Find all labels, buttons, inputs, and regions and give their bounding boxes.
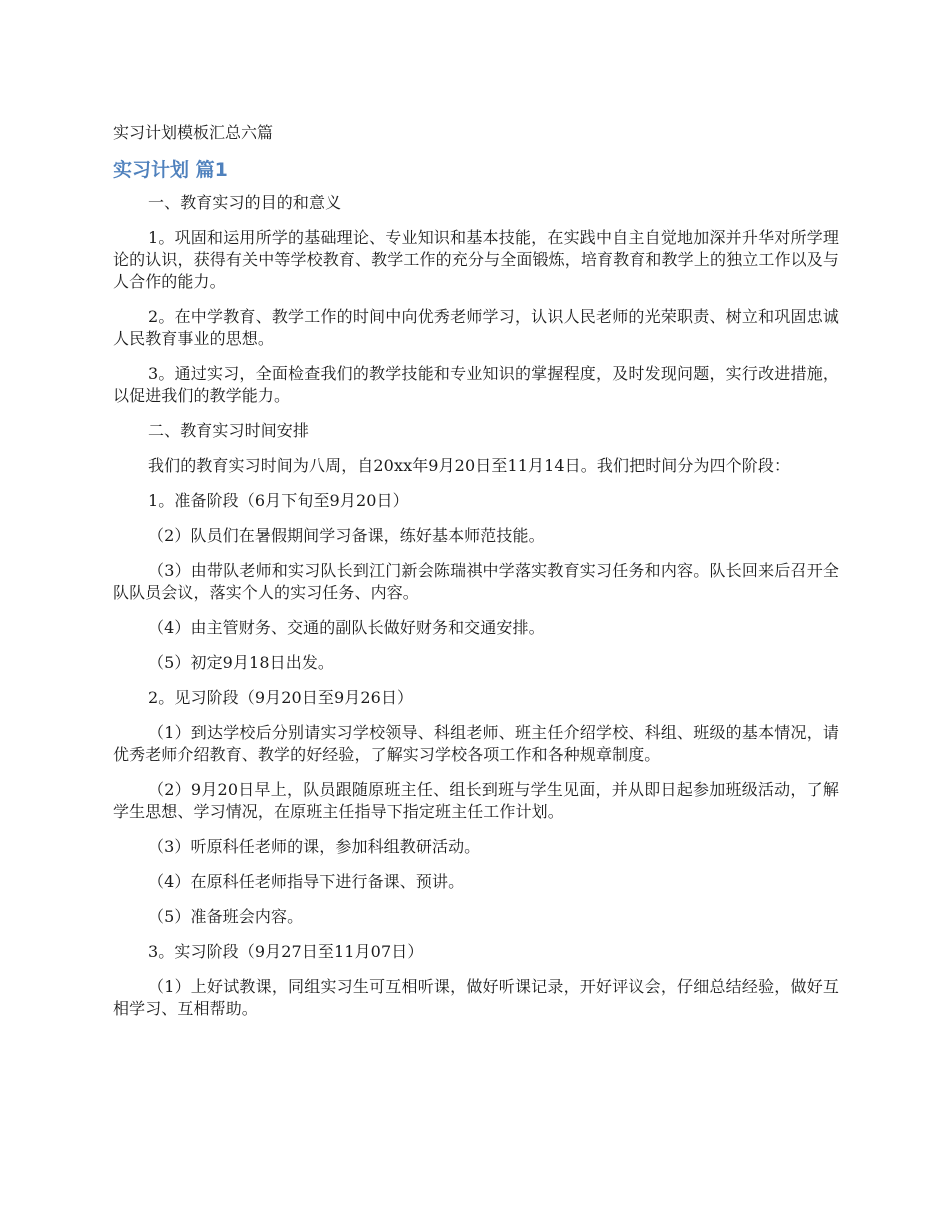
document-title: 实习计划模板汇总六篇: [113, 123, 274, 142]
paragraph-preparation-4: （4）由主管财务、交通的副队长做好财务和交通安排。: [148, 618, 545, 637]
paragraph-observation-4: （4）在原科任老师指导下进行备课、预讲。: [148, 872, 465, 891]
document-page: [113, 122, 839, 1033]
paragraph-stage-practice: 3。实习阶段（9月27日至11月07日）: [148, 942, 424, 961]
paragraph-purpose-heading: 一、教育实习的目的和意义: [148, 193, 342, 212]
paragraph-preparation-2: （2）队员们在暑假期间学习备课，练好基本师范技能。: [148, 526, 545, 545]
paragraph-stage-preparation: 1。准备阶段（6月下旬至9月20日）: [148, 491, 409, 510]
paragraph-schedule-intro: 我们的教育实习时间为八周，自20xx年9月20日至11月14日。我们把时间分为四个阶段：: [148, 456, 791, 475]
paragraph-preparation-3: （3）由带队老师和实习队长到江门新会陈瑞祺中学落实教育实习任务和内容。队长回来后召开全队队员会议，落实个人的实习任务、内容。: [113, 561, 839, 602]
paragraph-purpose-1: 1。巩固和运用所学的基础理论、专业知识和基本技能，在实践中自主自觉地加深并升华对所学理论的认识，获得有关中等学校教育、教学工作的充分与全面锻炼，培育教育和教学上的独立工作以及与人合作的能力。: [113, 228, 839, 291]
paragraph-purpose-3: 3。通过实习，全面检查我们的教学技能和专业知识的掌握程度，及时发现问题，实行改进措施，以促进我们的教学能力。: [113, 364, 839, 405]
paragraph-stage-observation: 2。见习阶段（9月20日至9月26日）: [148, 688, 414, 707]
paragraph-practice-1: （1）上好试教课，同组实习生可互相听课，做好听课记录，开好评议会，仔细总结经验，做好互相学习、互相帮助。: [113, 977, 839, 1018]
paragraph-observation-3: （3）听原科任老师的课，参加科组教研活动。: [148, 837, 481, 856]
paragraph-purpose-2: 2。在中学教育、教学工作的时间中向优秀老师学习，认识人民老师的光荣职责、树立和巩固忠诚人民教育事业的思想。: [113, 307, 839, 348]
paragraph-schedule-heading: 二、教育实习时间安排: [148, 421, 310, 440]
paragraph-observation-2: （2）9月20日早上，队员跟随原班主任、组长到班与学生见面，并从即日起参加班级活动，了解学生思想、学习情况，在原班主任指导下指定班主任工作计划。: [113, 780, 839, 821]
paragraph-observation-1: （1）到达学校后分别请实习学校领导、科组老师、班主任介绍学校、科组、班级的基本情况，请优秀老师介绍教育、教学的好经验，了解实习学校各项工作和各种规章制度。: [113, 723, 839, 764]
section-heading: 实习计划 篇1: [113, 159, 228, 181]
paragraph-preparation-5: （5）初定9月18日出发。: [148, 653, 335, 672]
paragraph-observation-5: （5）准备班会内容。: [148, 907, 304, 926]
